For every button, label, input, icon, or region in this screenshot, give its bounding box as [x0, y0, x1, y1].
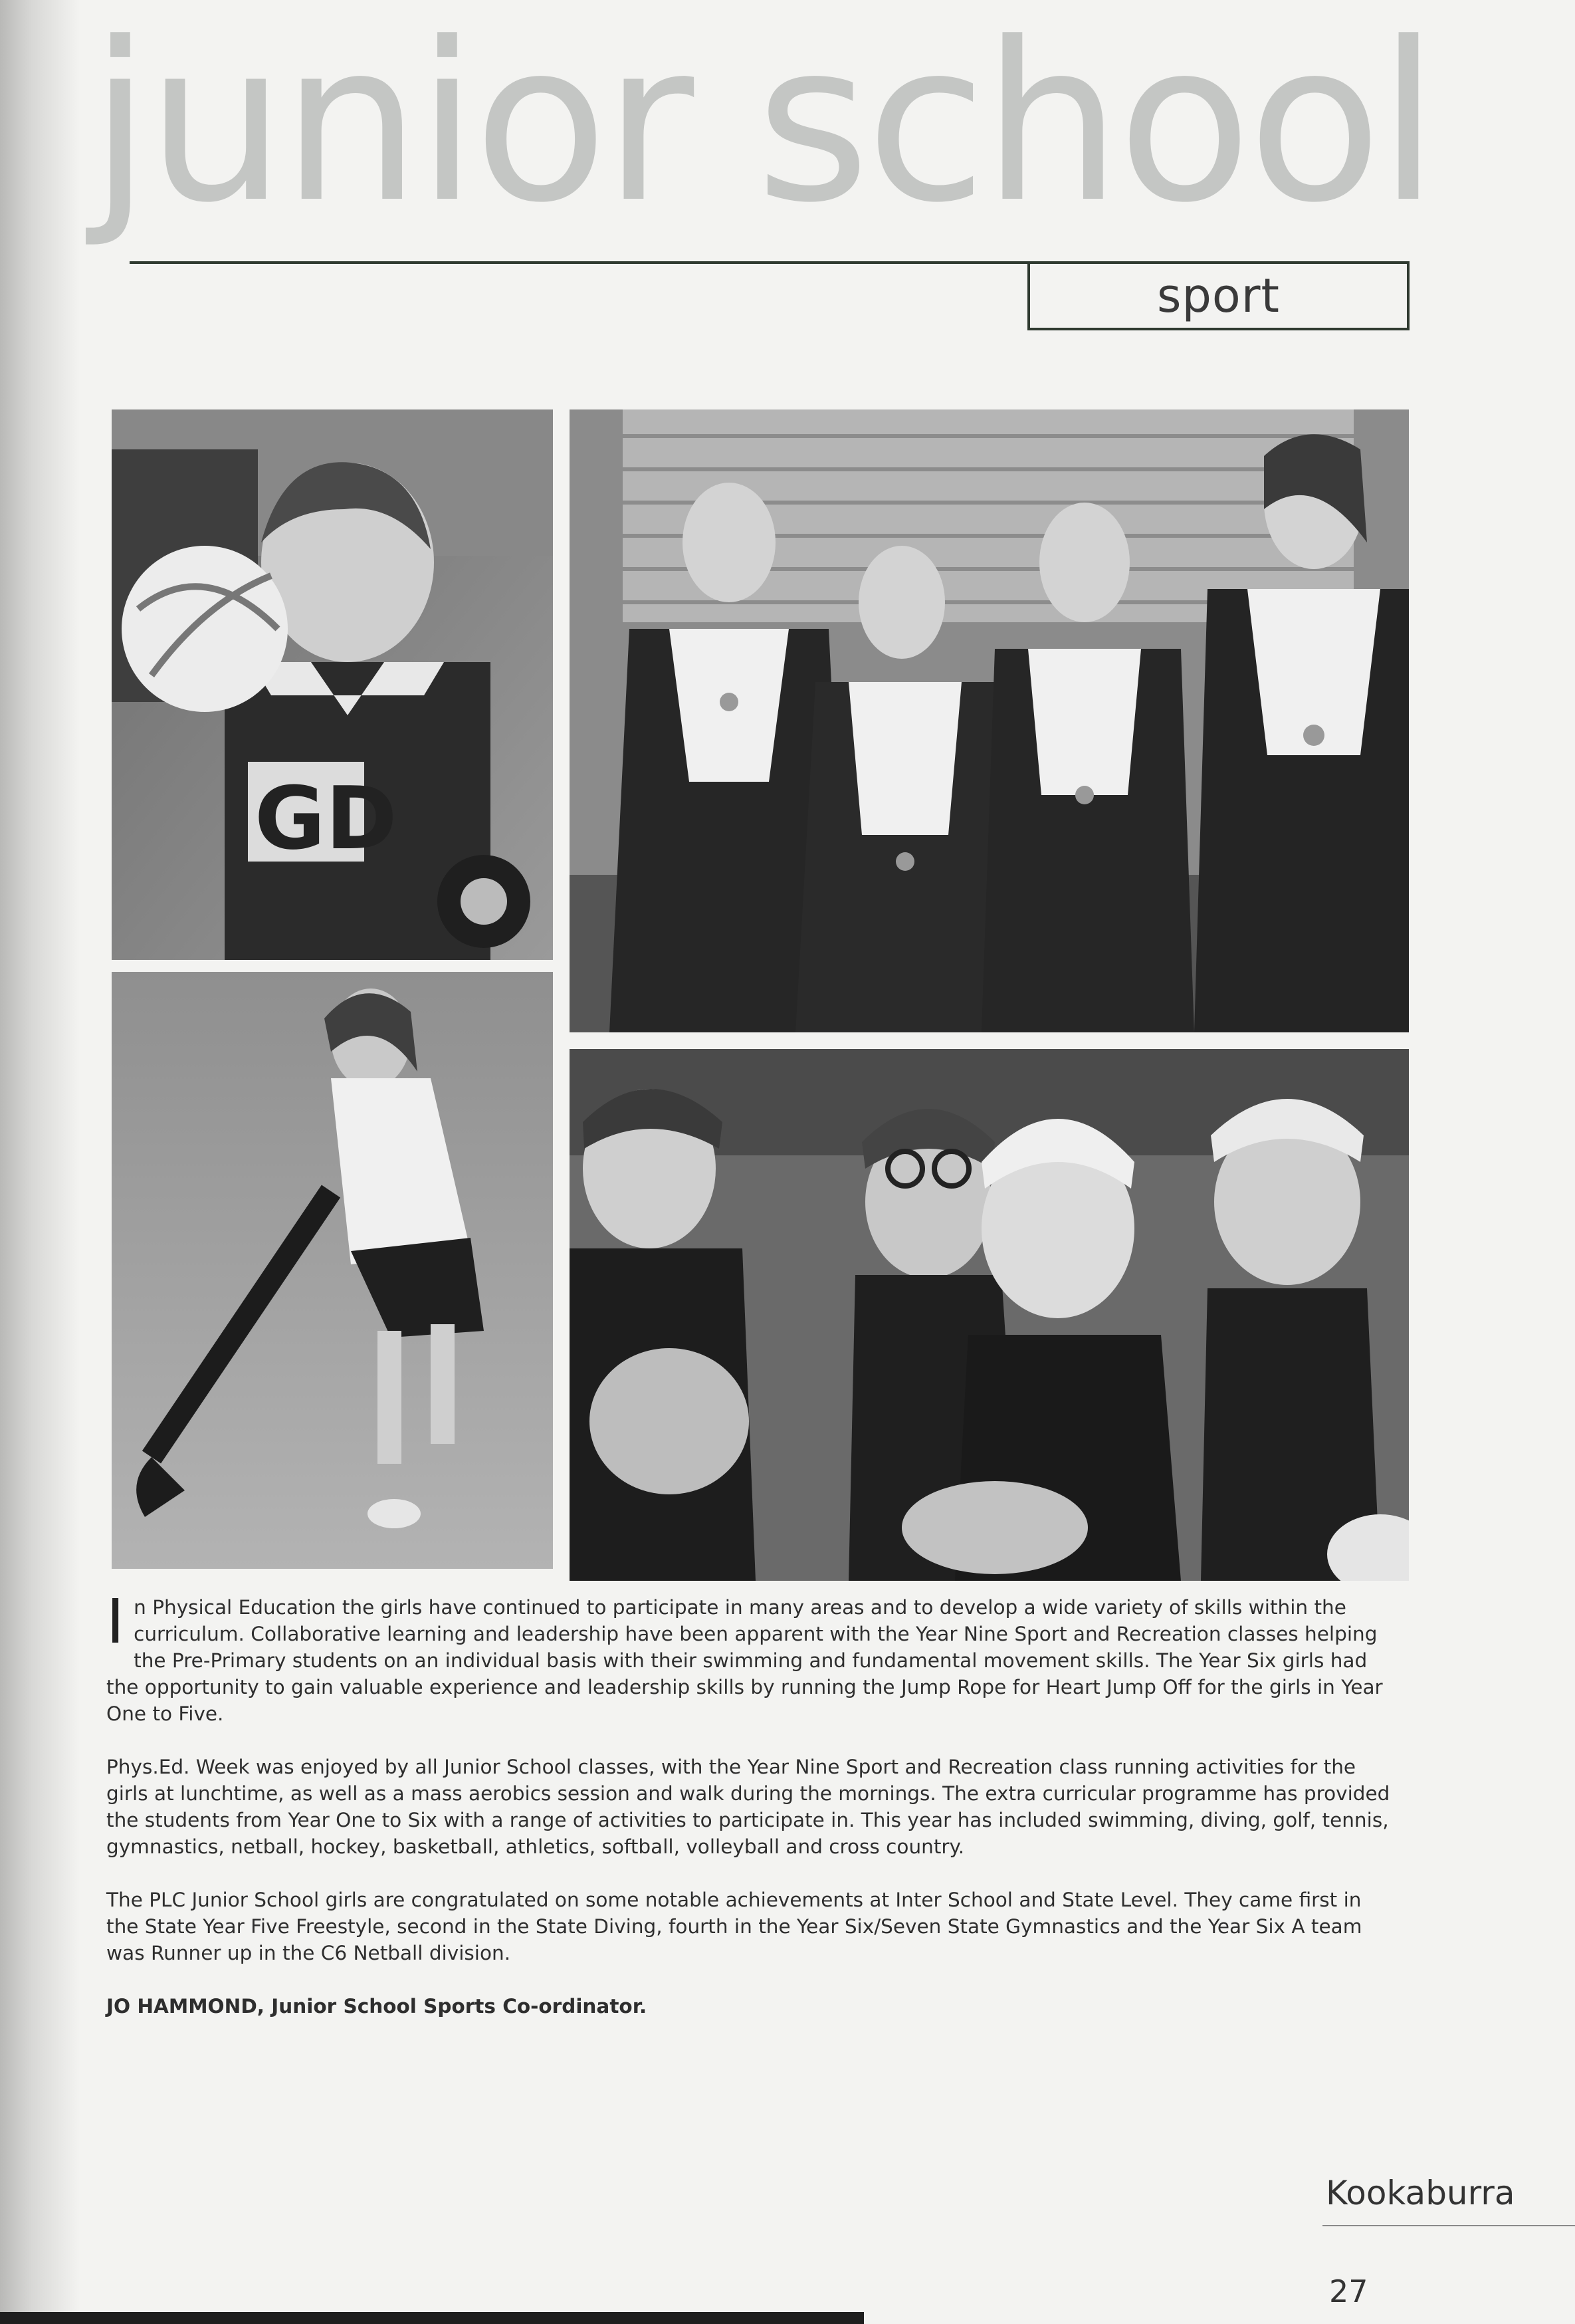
article-body [106, 1586, 1399, 2046]
swimmers-photo [570, 1049, 1409, 1581]
svg-text:GD: GD [255, 768, 397, 869]
section-label: sport [1157, 269, 1280, 323]
bottom-edge-bar [0, 2312, 864, 2324]
article-paragraph-3: The PLC Junior School girls are congratulated on some notable achievements at Inter School and State Level. They came first in the State Year Five Freestyle, second in the State Diving, fourth in the Year Six/Seven State Gymnastics and the Year Six A team was Runner up in the C6 Netball division. [106, 1889, 1362, 1964]
publication-name: Kookaburra [1326, 2174, 1515, 2212]
page-header [0, 0, 1575, 346]
hockey-girl-photo [112, 972, 553, 1569]
page-number: 27 [1329, 2273, 1368, 2309]
article-paragraph-2: Phys.Ed. Week was enjoyed by all Junior School classes, with the Year Nine Sport and Recreation class running activities for the girls at lunchtime, as well as a mass aerobics session and walk during the mornings. The extra curricular programme has provided the students from Year One to Six with a range of activities to participate in. This year has included swimming, diving, golf, tennis, gymnastics, netball, hockey, basketball, athletics, softball, volleyball and cross country. [106, 1756, 1390, 1858]
author-signature: JO HAMMOND, Junior School Sports Co-ordinator. [106, 1995, 647, 2018]
article-paragraph-1 [106, 1586, 1399, 1727]
page-title: junior school [90, 0, 1435, 251]
footer-rule [1322, 2225, 1575, 2226]
section-box [1027, 261, 1410, 330]
page-edge-shadow [0, 0, 80, 2324]
netball-girl-photo [112, 409, 553, 960]
medal-team-photo [570, 409, 1409, 1032]
drop-cap: I [106, 1586, 125, 1657]
paragraph-1-text: n Physical Education the girls have continued to participate in many areas and to develop a wide variety of skills within the curriculum. Collaborative learning and leadership have been apparent with the Year Nine Sport and Recreation classes helping the Pre-Primary students on an individual basis with their swimming and fundamental movement skills. The Year Six girls had the opportunity to gain valuable experience and leadership skills by running the Jump Rope for Heart Jump Off for the girls in Year One to Five. [106, 1596, 1383, 1725]
